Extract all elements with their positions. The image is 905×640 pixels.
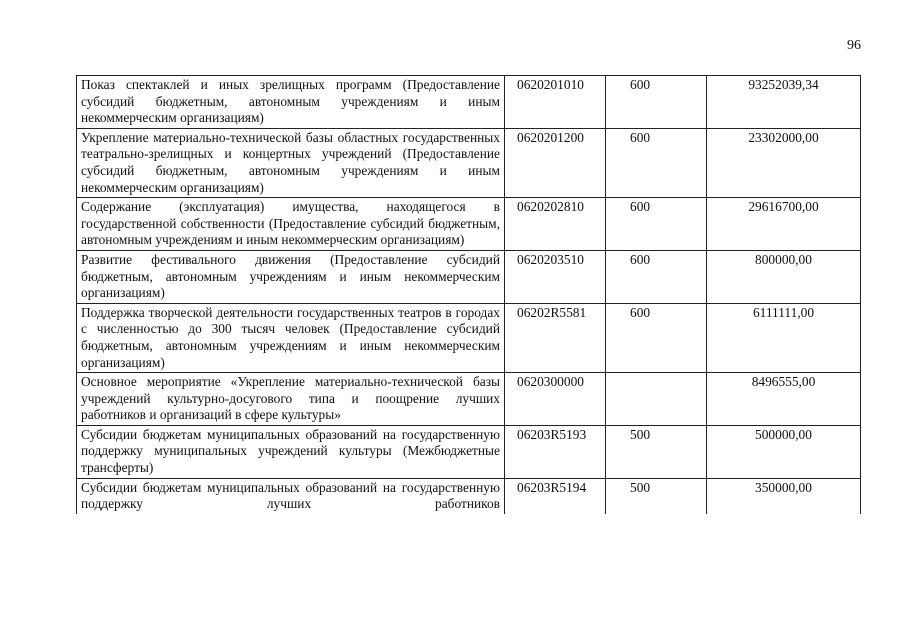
table-row (77, 373, 861, 426)
expense-type-code: 600 (606, 250, 707, 303)
expense-name: Поддержка творческой деятельности государственных театров в городах с численностью до 300 тысяч человек (Предоставление субсидий бюджетным, автономным учреждениям и иным некоммерческим организациям) (77, 303, 505, 372)
table-row (77, 303, 861, 372)
expense-type-code: 600 (606, 198, 707, 251)
amount: 350000,00 (707, 478, 861, 514)
table-row (77, 425, 861, 478)
expense-name: Основное мероприятие «Укрепление материально-технической базы учреждений культурно-досугового типа и поощрение лучших работников и организаций в сфере культуры» (77, 373, 505, 426)
expense-name: Показ спектаклей и иных зрелищных программ (Предоставление субсидий бюджетным, автономным учреждениям и иным некоммерческим организациям) (77, 76, 505, 129)
amount: 23302000,00 (707, 128, 861, 197)
expense-name: Субсидии бюджетам муниципальных образований на государственную поддержку лучших работников (77, 478, 505, 514)
expense-name: Укрепление материально-технической базы областных государственных театрально-зрелищных и концертных учреждений (Предоставление субсидий бюджетным, автономным учреждениям и иным некоммерческим организациям) (77, 128, 505, 197)
expense-type-code: 600 (606, 76, 707, 129)
table-row (77, 250, 861, 303)
target-article-code: 0620300000 (505, 373, 606, 426)
table-row (77, 128, 861, 197)
table-row (77, 478, 861, 514)
expense-type-code: 500 (606, 478, 707, 514)
amount: 29616700,00 (707, 198, 861, 251)
expense-type-code (606, 373, 707, 426)
expense-type-code: 600 (606, 128, 707, 197)
expense-type-code: 600 (606, 303, 707, 372)
expense-name: Субсидии бюджетам муниципальных образований на государственную поддержку муниципальных учреждений культуры (Межбюджетные трансферты) (77, 425, 505, 478)
amount: 500000,00 (707, 425, 861, 478)
expense-name: Содержание (эксплуатация) имущества, находящегося в государственной собственности (Предоставление субсидий бюджетным, автономным учреждениям и иным некоммерческим организациям) (77, 198, 505, 251)
target-article-code: 0620202810 (505, 198, 606, 251)
budget-table (76, 75, 861, 514)
target-article-code: 0620203510 (505, 250, 606, 303)
table-row (77, 198, 861, 251)
target-article-code: 06203R5194 (505, 478, 606, 514)
amount: 6111111,00 (707, 303, 861, 372)
expense-type-code: 500 (606, 425, 707, 478)
amount: 93252039,34 (707, 76, 861, 129)
target-article-code: 0620201010 (505, 76, 606, 129)
expense-name: Развитие фестивального движения (Предоставление субсидий бюджетным, автономным учреждениям и иным некоммерческим организациям) (77, 250, 505, 303)
target-article-code: 0620201200 (505, 128, 606, 197)
page-number: 96 (847, 38, 861, 53)
target-article-code: 06203R5193 (505, 425, 606, 478)
target-article-code: 06202R5581 (505, 303, 606, 372)
table-row (77, 76, 861, 129)
amount: 800000,00 (707, 250, 861, 303)
amount: 8496555,00 (707, 373, 861, 426)
